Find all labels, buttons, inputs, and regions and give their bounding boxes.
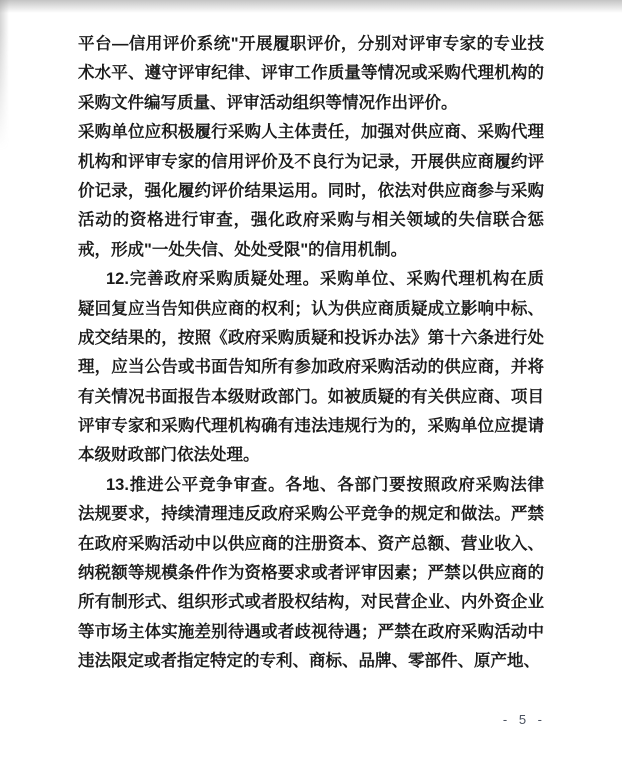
document-body — [78, 30, 544, 677]
text-line: 疑回复应当告知供应商的权利；认为供应商质疑成立影响中标、 — [78, 299, 544, 318]
text-line: 等市场主体实施差别待遇或者歧视待遇；严禁在政府采购活动中 — [78, 622, 544, 641]
page-top-edge-shadow — [0, 0, 622, 13]
text-line: 在政府采购活动中以供应商的注册资本、资产总额、营业收入、 — [78, 534, 544, 553]
paragraph — [78, 118, 544, 265]
text-line: 成交结果的，按照《政府采购质疑和投诉办法》第十六条进行处 — [78, 328, 544, 347]
text-line: 纳税额等规模条件作为资格要求或者评审因素；严禁以供应商的 — [78, 564, 544, 583]
page-number: - 5 - — [502, 712, 546, 727]
text-line: 12.完善政府采购质疑处理。采购单位、采购代理机构在质 — [106, 270, 544, 289]
paragraph — [78, 30, 544, 118]
text-line: 术水平、遵守评审纪律、评审工作质量等情况或采购代理机构的 — [78, 64, 544, 83]
text-line: 价记录，强化履约评价结果运用。同时，依法对供应商参与采购 — [78, 181, 544, 200]
text-line: 评审专家和采购代理机构确有违法违规行为的，采购单位应提请 — [78, 417, 544, 436]
text-line: 13.推进公平竞争审查。各地、各部门要按照政府采购法律 — [106, 475, 544, 494]
text-line: 平台—信用评价系统"开展履职评价，分别对评审专家的专业技 — [78, 35, 544, 53]
text-line: 违法限定或者指定特定的专利、商标、品牌、零部件、原产地、 — [78, 652, 540, 671]
paragraph — [78, 265, 544, 471]
text-line: 采购单位应积极履行采购人主体责任，加强对供应商、采购代理 — [78, 123, 544, 142]
text-line: 有关情况书面报告本级财政部门。如被质疑的有关供应商、项目 — [78, 387, 544, 406]
page-left-edge-shadow — [0, 0, 9, 150]
text-line: 戒，形成"一处失信、处处受限"的信用机制。 — [78, 240, 408, 259]
text-line: 采购文件编写质量、评审活动组织等情况作出评价。 — [78, 93, 458, 112]
text-line: 法规要求，持续清理违反政府采购公平竞争的规定和做法。严禁 — [78, 505, 544, 524]
text-line: 理，应当公告或书面告知所有参加政府采购活动的供应商，并将 — [78, 358, 544, 377]
paragraph — [78, 471, 544, 677]
text-line: 所有制形式、组织形式或者股权结构，对民营企业、内外资企业 — [78, 593, 544, 612]
text-line: 机构和评审专家的信用评价及不良行为记录，开展供应商履约评 — [78, 152, 544, 171]
text-line: 活动的资格进行审查，强化政府采购与相关领域的失信联合惩 — [78, 211, 544, 230]
text-line: 本级财政部门依法处理。 — [78, 446, 260, 465]
